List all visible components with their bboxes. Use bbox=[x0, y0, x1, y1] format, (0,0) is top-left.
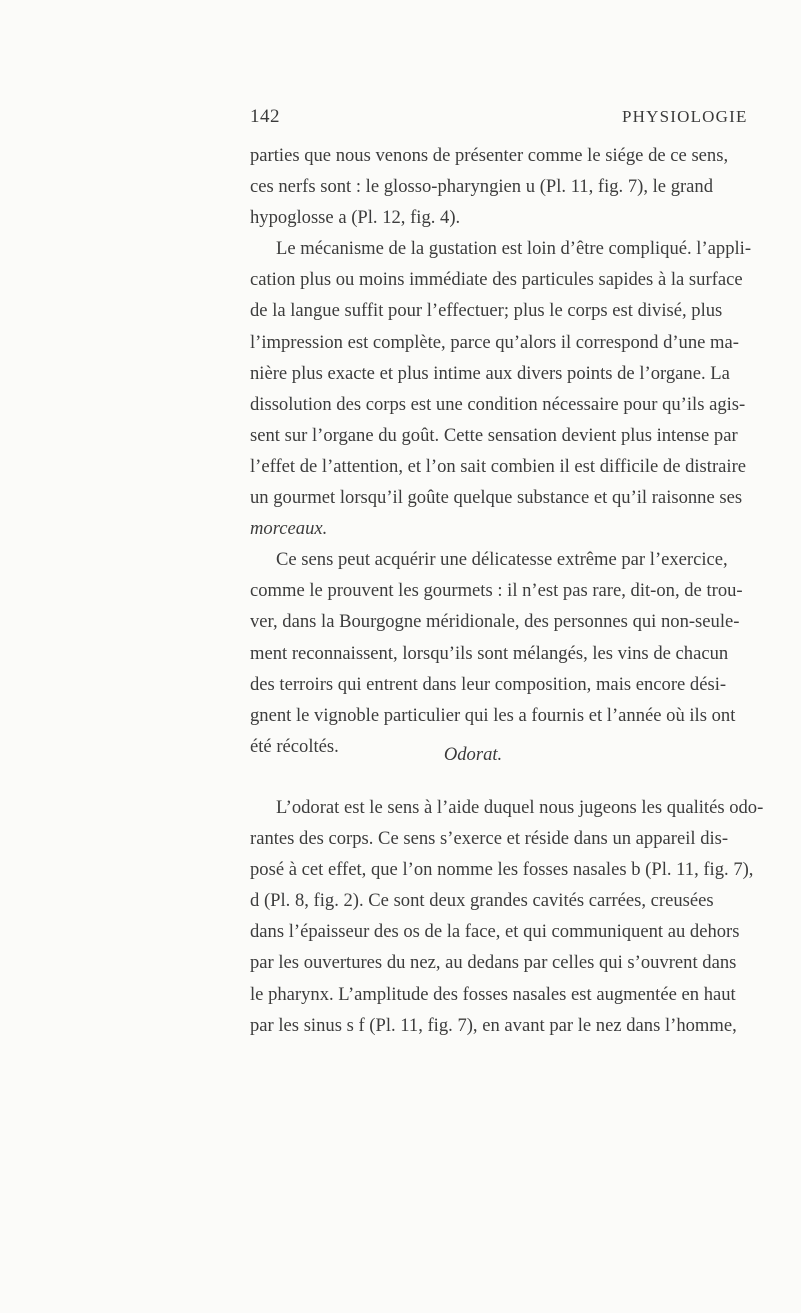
text-line: d (Pl. 8, fig. 2). Ce sont deux grandes cavités carrées, creusées bbox=[250, 890, 714, 912]
text-line: hypoglosse a (Pl. 12, fig. 4). bbox=[250, 207, 461, 229]
text-line: ces nerfs sont : le glosso-pharyngien u (Pl. 11, fig. 7), le grand bbox=[250, 176, 714, 198]
text-line: sent sur l’organe du goût. Cette sensation devient plus intense par bbox=[250, 424, 738, 446]
section-text bbox=[250, 792, 764, 1041]
text-line: par les ouvertures du nez, au dedans par celles qui s’ouvrent dans bbox=[250, 952, 737, 974]
text-line: dissolution des corps est une condition nécessaire pour qu’ils agis- bbox=[250, 393, 746, 415]
text-line: cation plus ou moins immédiate des particules sapides à la surface bbox=[250, 269, 743, 291]
text-line: parties que nous venons de présenter comme le siége de ce sens, bbox=[250, 145, 729, 166]
paragraph-3 bbox=[250, 544, 743, 762]
text-line: Ce sens peut acquérir une délicatesse extrême par l’exercice, bbox=[276, 549, 728, 571]
text-line: dans l’épaisseur des os de la face, et qui communiquent au dehors bbox=[250, 921, 740, 943]
text-line: ver, dans la Bourgogne méridionale, des personnes qui non-seule- bbox=[250, 611, 740, 633]
text-line: comme le prouvent les gourmets : il n’est pas rare, dit-on, de trou- bbox=[250, 580, 743, 602]
text-line: été récoltés. bbox=[250, 735, 339, 757]
text-line: posé à cet effet, que l’on nomme les fosses nasales b (Pl. 11, fig. 7), bbox=[250, 859, 754, 881]
page-header bbox=[250, 106, 748, 136]
text-line: un gourmet lorsqu’il goûte quelque substance et qu’il raisonne ses bbox=[250, 487, 743, 509]
section-heading: Odorat. bbox=[443, 744, 503, 765]
body-text bbox=[250, 140, 752, 762]
paragraph-4 bbox=[250, 792, 764, 1041]
text-line: Le mécanisme de la gustation est loin d’être compliqué. l’appli- bbox=[276, 238, 752, 260]
text-line: l’impression est complète, parce qu’alors il correspond d’une ma- bbox=[250, 331, 739, 353]
text-line: L’odorat est le sens à l’aide duquel nous jugeons les qualités odo- bbox=[276, 797, 764, 818]
text-line: l’effet de l’attention, et l’on sait combien il est difficile de distraire bbox=[250, 455, 747, 477]
text-line: de la langue suffit pour l’effectuer; plus le corps est divisé, plus bbox=[250, 300, 723, 322]
page-number: 142 bbox=[250, 106, 280, 127]
text-line: gnent le vignoble particulier qui les a fournis et l’année où ils ont bbox=[250, 704, 736, 726]
text-line: nière plus exacte et plus intime aux divers points de l’organe. La bbox=[250, 362, 730, 384]
text-line: rantes des corps. Ce sens s’exerce et réside dans un appareil dis- bbox=[250, 828, 729, 850]
text-line: ment reconnaissent, lorsqu’ils sont mélangés, les vins de chacun bbox=[250, 642, 729, 664]
text-line: par les sinus s f (Pl. 11, fig. 7), en avant par le nez dans l’homme, bbox=[250, 1014, 737, 1036]
running-title: PHYSIOLOGIE bbox=[622, 107, 748, 126]
text-line: morceaux. bbox=[250, 518, 328, 540]
paragraph-1 bbox=[250, 140, 729, 233]
paragraph-2 bbox=[250, 233, 752, 544]
text-line: le pharynx. L’amplitude des fosses nasales est augmentée en haut bbox=[250, 983, 736, 1005]
text-line: des terroirs qui entrent dans leur composition, mais encore dési- bbox=[250, 673, 727, 695]
